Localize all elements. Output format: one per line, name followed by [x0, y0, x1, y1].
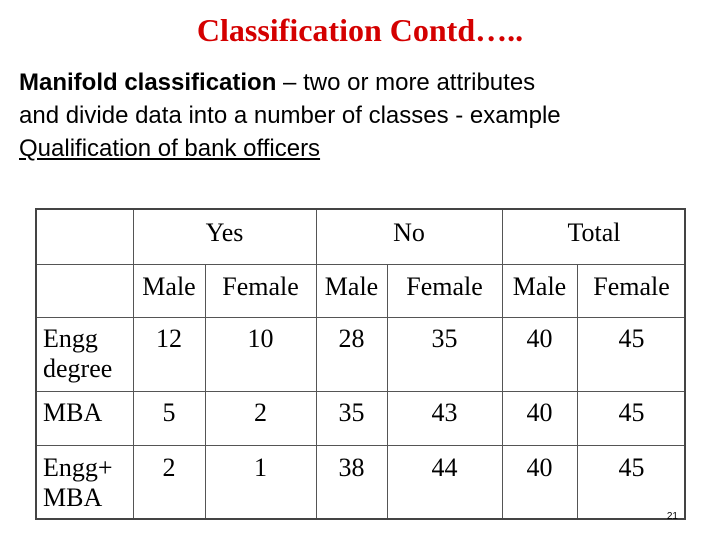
slide-body: [19, 66, 709, 165]
table-cell: 35: [338, 398, 365, 427]
table-cell: 1: [254, 453, 267, 482]
sub-header-yes-female: Female: [222, 272, 299, 301]
table-cell: 12: [156, 324, 182, 353]
group-header-no: No: [393, 218, 425, 247]
sub-header-no-female: Female: [406, 272, 483, 301]
table-cell: 45: [618, 324, 645, 353]
body-line-2: and divide data into a number of classes - example: [19, 102, 561, 129]
table-cell: 10: [247, 324, 274, 353]
slide-title: Classification Contd…..: [196, 12, 524, 48]
table-cell: 44: [431, 453, 458, 482]
table-hrule: [37, 264, 684, 265]
row-label-line: Engg+: [43, 453, 113, 482]
table-cell: 38: [338, 453, 365, 482]
row-label-mba: [43, 398, 102, 428]
table-cell: 35: [431, 324, 458, 353]
row-label-line: MBA: [43, 483, 103, 512]
table-cell: 2: [254, 398, 267, 427]
table-cell: 43: [431, 398, 458, 427]
sub-header-yes-male: Male: [142, 272, 196, 301]
table-hrule: [37, 317, 684, 318]
group-header-total: Total: [567, 218, 621, 247]
table-cell: 40: [526, 398, 553, 427]
body-line-1-rest: – two or more attributes: [276, 69, 536, 96]
row-label-line: degree: [43, 354, 113, 383]
body-line-1: [19, 66, 709, 99]
qualification-table: [35, 208, 686, 520]
row-label-line: MBA: [43, 398, 103, 427]
table-cell: 28: [338, 324, 365, 353]
sub-header-no-male: Male: [324, 272, 379, 301]
table-cell: 45: [618, 398, 645, 427]
table-hrule: [37, 391, 684, 392]
sub-header-total-male: Male: [512, 272, 567, 301]
term-manifold-classification: Manifold classification: [19, 69, 277, 96]
row-label-engg-degree: [43, 324, 112, 384]
row-label-engg-mba: [43, 453, 113, 513]
table-hrule: [37, 445, 684, 446]
table-cell: 45: [618, 453, 645, 482]
table-cell: 2: [162, 453, 176, 482]
table-cell: 5: [162, 398, 176, 427]
sub-header-total-female: Female: [593, 272, 670, 301]
page-number: 21: [666, 511, 678, 522]
example-heading: Qualification of bank officers: [19, 135, 321, 162]
row-label-line: Engg: [43, 324, 98, 353]
group-header-yes: Yes: [205, 218, 244, 247]
table-cell: 40: [526, 324, 553, 353]
table-cell: 40: [526, 453, 553, 482]
